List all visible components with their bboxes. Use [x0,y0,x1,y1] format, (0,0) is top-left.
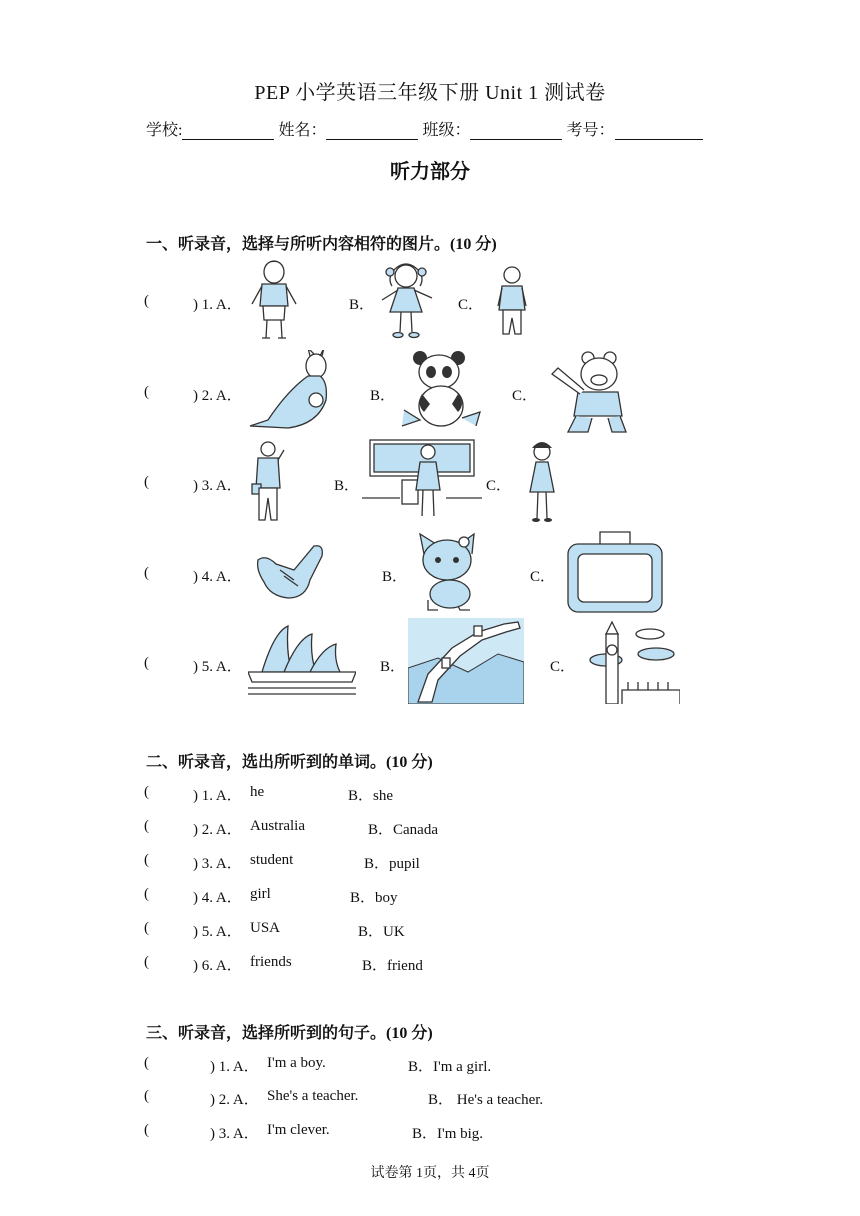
class-blank[interactable] [470,124,562,140]
school-blank[interactable] [182,124,274,140]
question-number: ) 2. A． [193,822,242,838]
teacher-picture [362,438,482,526]
page-footer: 试卷第 1页，共 4页 [370,1166,490,1181]
answer-paren[interactable]: ( [144,920,149,936]
question-number: ) 2. A． [210,1092,259,1108]
option-b-text: B．I'm big. [412,1126,484,1142]
class-label: 班级： [422,122,471,139]
option-a-text: Australia [250,818,305,834]
question-number: ) 1. A． [193,788,242,804]
grandpa-picture [494,264,530,340]
option-b-label: B． [382,569,408,585]
boy-picture [248,258,300,344]
big-ben-picture [584,620,680,704]
kangaroo-picture [248,350,340,430]
option-a-text: student [250,852,294,868]
girl-picture [376,260,436,342]
answer-paren[interactable]: ( [144,886,149,902]
answer-paren[interactable]: ( [144,852,149,868]
question-number: ) 1. A． [193,297,242,313]
option-c-label: C． [530,569,556,585]
question-number: ) 3. A． [193,478,242,494]
answer-paren[interactable]: ( [144,818,149,834]
option-c-label: C． [512,388,538,404]
answer-paren[interactable]: ( [144,384,149,400]
option-b-text: B．Canada [368,822,438,838]
part3-row [144,1122,644,1152]
number-blank[interactable] [615,124,703,140]
exam-title: PEP 小学英语三年级下册 Unit 1 测试卷 [254,82,606,104]
option-b-text: B．friend [362,958,423,974]
option-b-label: B． [380,659,406,675]
great-wall-picture [408,618,524,704]
part1-row-1 [144,293,744,323]
man-picture [250,440,290,526]
question-number: ) 1. A． [210,1059,259,1075]
cat-picture [414,530,482,612]
question-number: ) 4. A． [193,569,242,585]
part2-row [144,886,544,916]
part2-row [144,784,544,814]
part2-heading: 二、听录音，选出所听到的单词。(10 分) [146,754,433,771]
answer-paren[interactable]: ( [144,1122,149,1138]
part2-row [144,852,544,882]
option-a-text: I'm a boy. [267,1055,326,1071]
bag-picture [566,528,664,614]
question-number: ) 2. A． [193,388,242,404]
answer-paren[interactable]: ( [144,293,149,309]
panda-picture [400,348,482,432]
option-b-text: B．UK [358,924,405,940]
number-label: 考号： [566,122,615,139]
answer-paren[interactable]: ( [144,655,149,671]
part3-heading: 三、听录音，选择所听到的句子。(10 分) [146,1025,433,1042]
option-a-text: friends [250,954,292,970]
part2-row [144,920,544,950]
school-label: 学校: [146,122,183,139]
answer-paren[interactable]: ( [144,784,149,800]
hand-sign-picture [254,540,328,602]
listening-section-title: 听力部分 [390,161,470,183]
option-c-label: C． [458,297,484,313]
option-a-text: She's a teacher. [267,1088,359,1104]
question-number: ) 3. A． [193,856,242,872]
option-a-text: he [250,784,265,800]
question-number: ) 4. A． [193,890,242,906]
question-number: ) 5. A． [193,924,242,940]
option-b-label: B． [349,297,375,313]
option-c-label: C． [486,478,512,494]
option-b-label: B． [370,388,396,404]
option-a-text: USA [250,920,281,936]
bear-picture [548,350,628,434]
option-b-text: B．I'm a girl. [408,1059,492,1075]
option-b-label: B． [334,478,360,494]
part2-row [144,818,544,848]
name-label: 姓名： [278,122,327,139]
option-c-label: C． [550,659,576,675]
girl-student-picture [522,440,562,526]
option-a-text: girl [250,886,271,902]
option-b-text: B．pupil [364,856,420,872]
name-blank[interactable] [326,124,418,140]
question-number: ) 6. A． [193,958,242,974]
question-number: ) 5. A． [193,659,242,675]
part2-row [144,954,544,984]
part3-row [144,1088,644,1118]
option-a-text: I'm clever. [267,1122,330,1138]
student-info-line [146,117,707,140]
part1-heading: 一、听录音，选择与所听内容相符的图片。(10 分) [146,236,497,253]
answer-paren[interactable]: ( [144,565,149,581]
option-b-text: B．boy [350,890,398,906]
answer-paren[interactable]: ( [144,474,149,490]
part3-row [144,1055,644,1085]
question-number: ) 3. A． [210,1126,259,1142]
opera-house-picture [248,624,356,698]
answer-paren[interactable]: ( [144,1055,149,1071]
option-b-text: B． He's a teacher. [428,1092,544,1108]
answer-paren[interactable]: ( [144,1088,149,1104]
answer-paren[interactable]: ( [144,954,149,970]
option-b-text: B．she [348,788,394,804]
